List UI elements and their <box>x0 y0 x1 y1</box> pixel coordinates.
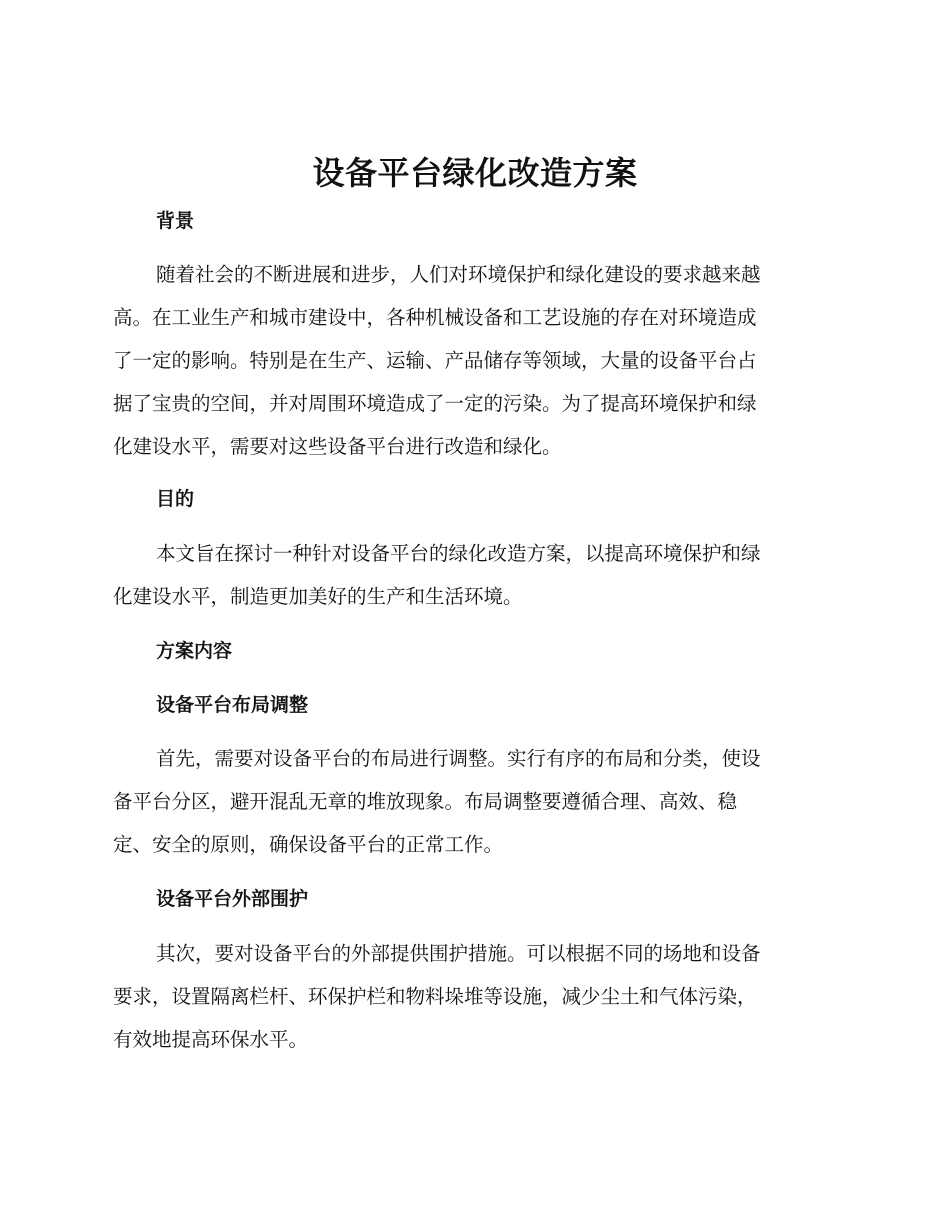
paragraph-line: 化建设水平，需要对这些设备平台进行改造和绿化。 <box>113 435 562 458</box>
section-heading-layout: 设备平台布局调整 <box>156 694 309 716</box>
paragraph-line: 随着社会的不断进展和进步，人们对环境保护和绿化建设的要求越来越 <box>156 263 761 286</box>
paragraph-line: 据了宝贵的空间，并对周围环境造成了一定的污染。为了提高环境保护和绿 <box>113 392 757 415</box>
paragraph-line: 高。在工业生产和城市建设中，各种机械设备和工艺设施的存在对环境造成 <box>113 306 757 329</box>
paragraph-purpose <box>113 532 833 618</box>
paragraph-line: 首先，需要对设备平台的布局进行调整。实行有序的布局和分类，使设 <box>156 747 761 770</box>
paragraph-layout <box>113 737 833 866</box>
section-heading-purpose: 目的 <box>156 488 195 510</box>
section-heading-enclosure: 设备平台外部围护 <box>156 888 309 910</box>
paragraph-line: 定、安全的原则，确保设备平台的正常工作。 <box>113 833 504 856</box>
section-heading-content: 方案内容 <box>156 640 233 662</box>
paragraph-line: 要求，设置隔离栏杆、环保护栏和物料垛堆等设施，减少尘土和气体污染， <box>113 985 757 1008</box>
paragraph-line: 化建设水平，制造更加美好的生产和生活环境。 <box>113 585 523 608</box>
paragraph-line: 本文旨在探讨一种针对设备平台的绿化改造方案，以提高环境保护和绿 <box>156 542 761 565</box>
paragraph-background <box>113 253 833 468</box>
section-heading-background: 背景 <box>156 210 195 232</box>
document-title: 设备平台绿化改造方案 <box>312 154 638 192</box>
paragraph-line: 了一定的影响。特别是在生产、运输、产品储存等领域，大量的设备平台占 <box>113 349 757 372</box>
paragraph-line: 其次，要对设备平台的外部提供围护措施。可以根据不同的场地和设备 <box>156 942 761 965</box>
paragraph-enclosure <box>113 932 833 1061</box>
paragraph-line: 备平台分区，避开混乱无章的堆放现象。布局调整要遵循合理、高效、稳 <box>113 790 738 813</box>
paragraph-line: 有效地提高环保水平。 <box>113 1028 309 1051</box>
